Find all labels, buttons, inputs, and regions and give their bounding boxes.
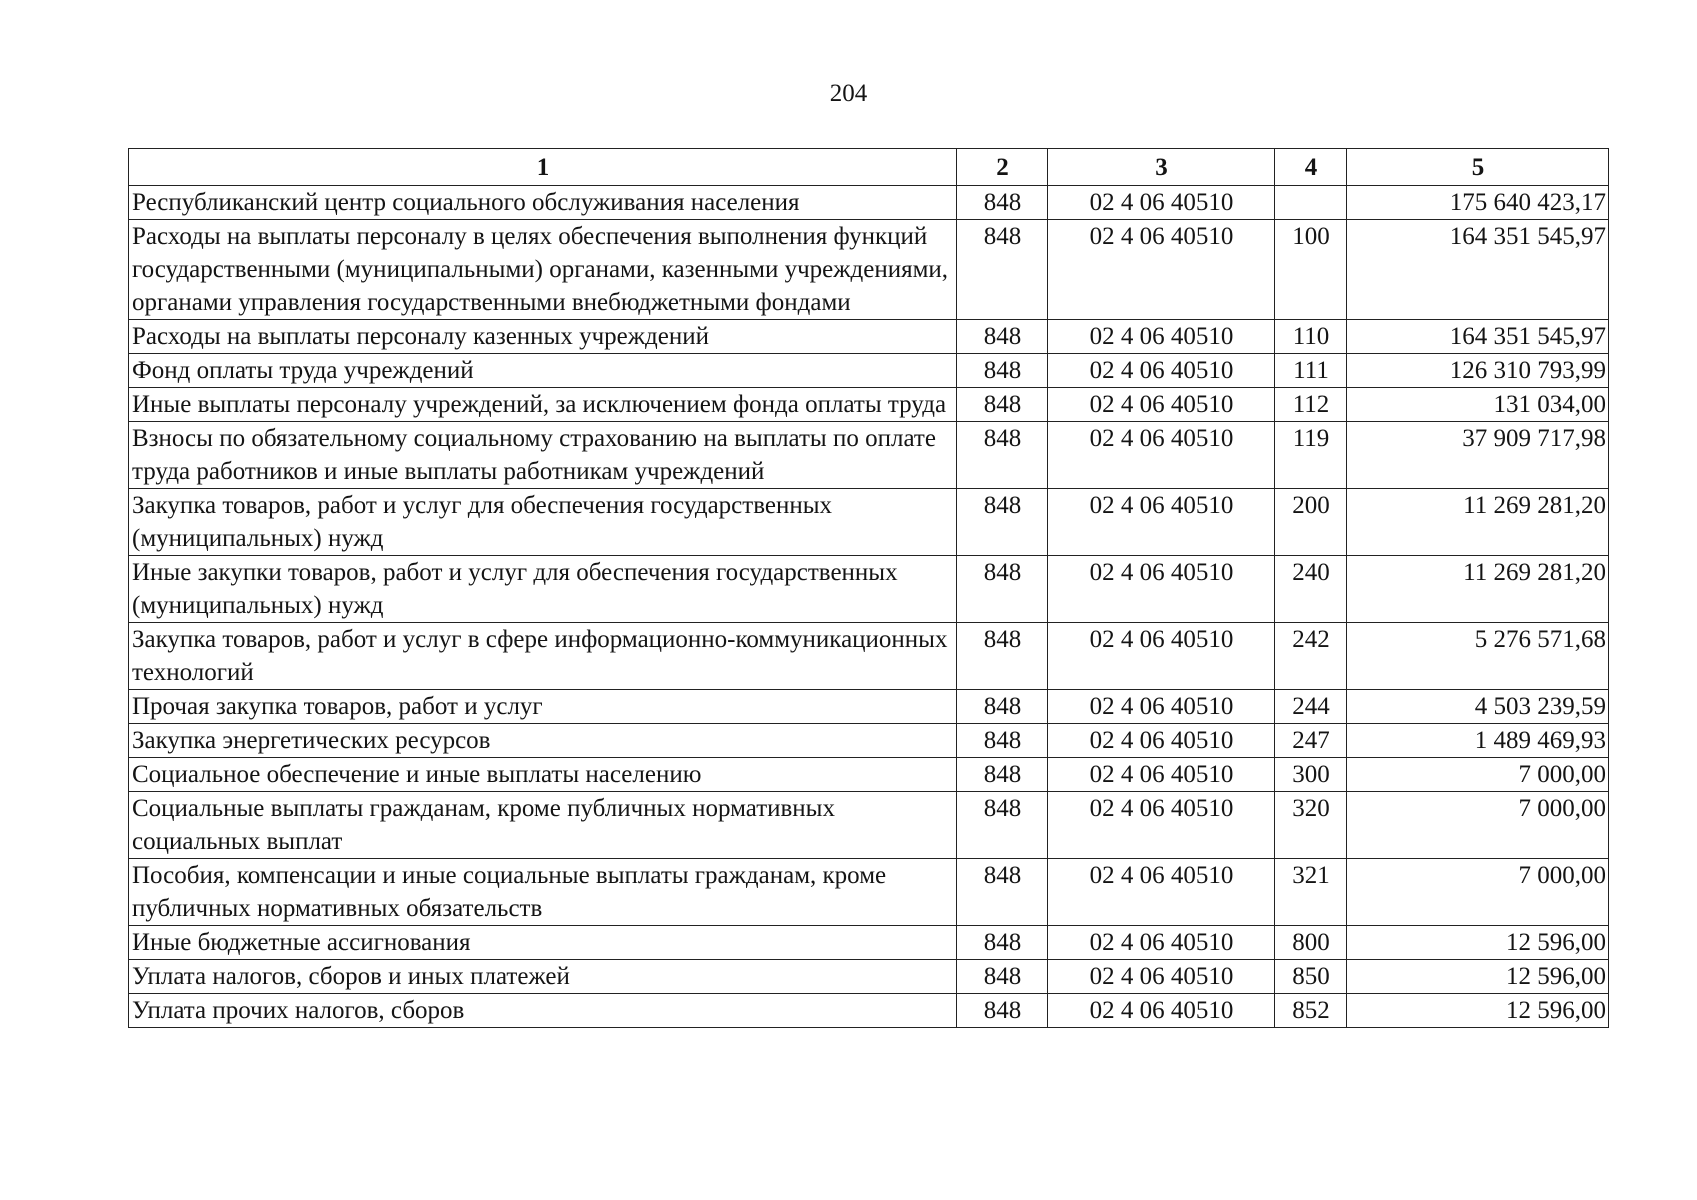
row-ministry-cell: 848	[957, 994, 1048, 1028]
row-ministry-cell: 848	[957, 623, 1048, 690]
row-ministry-cell: 848	[957, 489, 1048, 556]
table-row	[129, 792, 1609, 859]
row-amount-cell: 164 351 545,97	[1347, 320, 1609, 354]
table-row	[129, 388, 1609, 422]
row-expense-type-cell: 110	[1275, 320, 1347, 354]
row-amount-cell: 7 000,00	[1347, 859, 1609, 926]
table-row	[129, 926, 1609, 960]
row-article-cell: 02 4 06 40510	[1048, 623, 1275, 690]
budget-table	[128, 148, 1609, 1028]
row-ministry-cell: 848	[957, 926, 1048, 960]
row-ministry-cell: 848	[957, 556, 1048, 623]
header-col-4: 4	[1275, 149, 1347, 186]
row-article-cell: 02 4 06 40510	[1048, 758, 1275, 792]
row-ministry-cell: 848	[957, 724, 1048, 758]
row-article-cell: 02 4 06 40510	[1048, 220, 1275, 320]
row-ministry-cell: 848	[957, 758, 1048, 792]
row-ministry-cell: 848	[957, 354, 1048, 388]
row-name-cell: Уплата налогов, сборов и иных платежей	[129, 960, 957, 994]
page-number: 204	[829, 80, 868, 107]
row-name-cell: Иные выплаты персоналу учреждений, за исключением фонда оплаты труда	[129, 388, 957, 422]
row-article-cell: 02 4 06 40510	[1048, 690, 1275, 724]
table-row	[129, 690, 1609, 724]
table-row	[129, 220, 1609, 320]
row-expense-type-cell: 100	[1275, 220, 1347, 320]
table-row	[129, 556, 1609, 623]
row-article-cell: 02 4 06 40510	[1048, 556, 1275, 623]
row-article-cell: 02 4 06 40510	[1048, 960, 1275, 994]
table-row	[129, 489, 1609, 556]
row-amount-cell: 11 269 281,20	[1347, 489, 1609, 556]
row-name-cell: Иные бюджетные ассигнования	[129, 926, 957, 960]
row-amount-cell: 131 034,00	[1347, 388, 1609, 422]
row-name-cell: Взносы по обязательному социальному страхованию на выплаты по оплате труда работников и иные выплаты работникам учреждений	[129, 422, 957, 489]
row-article-cell: 02 4 06 40510	[1048, 489, 1275, 556]
table-body	[129, 186, 1609, 1028]
row-amount-cell: 12 596,00	[1347, 994, 1609, 1028]
row-expense-type-cell: 320	[1275, 792, 1347, 859]
row-amount-cell: 11 269 281,20	[1347, 556, 1609, 623]
table-row	[129, 422, 1609, 489]
row-expense-type-cell: 119	[1275, 422, 1347, 489]
table-row	[129, 354, 1609, 388]
row-amount-cell: 12 596,00	[1347, 926, 1609, 960]
row-amount-cell: 164 351 545,97	[1347, 220, 1609, 320]
row-amount-cell: 12 596,00	[1347, 960, 1609, 994]
table-row	[129, 724, 1609, 758]
row-name-cell: Социальные выплаты гражданам, кроме публичных нормативных социальных выплат	[129, 792, 957, 859]
row-article-cell: 02 4 06 40510	[1048, 994, 1275, 1028]
row-expense-type-cell: 111	[1275, 354, 1347, 388]
row-expense-type-cell: 852	[1275, 994, 1347, 1028]
row-expense-type-cell: 800	[1275, 926, 1347, 960]
row-expense-type-cell: 300	[1275, 758, 1347, 792]
table-row	[129, 994, 1609, 1028]
row-article-cell: 02 4 06 40510	[1048, 724, 1275, 758]
row-article-cell: 02 4 06 40510	[1048, 926, 1275, 960]
row-article-cell: 02 4 06 40510	[1048, 354, 1275, 388]
row-ministry-cell: 848	[957, 186, 1048, 220]
table-header	[129, 149, 1609, 186]
row-expense-type-cell: 321	[1275, 859, 1347, 926]
row-article-cell: 02 4 06 40510	[1048, 320, 1275, 354]
row-name-cell: Закупка товаров, работ и услуг для обеспечения государственных (муниципальных) нужд	[129, 489, 957, 556]
row-amount-cell: 1 489 469,93	[1347, 724, 1609, 758]
row-ministry-cell: 848	[957, 859, 1048, 926]
row-name-cell: Социальное обеспечение и иные выплаты населению	[129, 758, 957, 792]
row-expense-type-cell: 247	[1275, 724, 1347, 758]
row-ministry-cell: 848	[957, 388, 1048, 422]
header-col-5: 5	[1347, 149, 1609, 186]
row-name-cell: Расходы на выплаты персоналу в целях обеспечения выполнения функций государственными (муниципальными) органами, казенными учреждениями, органами управления государственными внебюджетными фондами	[129, 220, 957, 320]
row-amount-cell: 126 310 793,99	[1347, 354, 1609, 388]
row-amount-cell: 7 000,00	[1347, 758, 1609, 792]
row-expense-type-cell: 200	[1275, 489, 1347, 556]
row-amount-cell: 7 000,00	[1347, 792, 1609, 859]
table-row	[129, 320, 1609, 354]
row-article-cell: 02 4 06 40510	[1048, 422, 1275, 489]
row-amount-cell: 5 276 571,68	[1347, 623, 1609, 690]
row-name-cell: Закупка товаров, работ и услуг в сфере информационно-коммуникационных технологий	[129, 623, 957, 690]
table-row	[129, 186, 1609, 220]
table-row	[129, 960, 1609, 994]
row-name-cell: Республиканский центр социального обслуживания населения	[129, 186, 957, 220]
row-name-cell: Иные закупки товаров, работ и услуг для обеспечения государственных (муниципальных) нужд	[129, 556, 957, 623]
row-ministry-cell: 848	[957, 422, 1048, 489]
row-ministry-cell: 848	[957, 220, 1048, 320]
row-expense-type-cell: 242	[1275, 623, 1347, 690]
row-amount-cell: 37 909 717,98	[1347, 422, 1609, 489]
row-expense-type-cell: 240	[1275, 556, 1347, 623]
table-row	[129, 623, 1609, 690]
row-name-cell: Закупка энергетических ресурсов	[129, 724, 957, 758]
row-name-cell: Расходы на выплаты персоналу казенных учреждений	[129, 320, 957, 354]
row-article-cell: 02 4 06 40510	[1048, 388, 1275, 422]
row-ministry-cell: 848	[957, 960, 1048, 994]
row-expense-type-cell: 244	[1275, 690, 1347, 724]
row-ministry-cell: 848	[957, 690, 1048, 724]
row-article-cell: 02 4 06 40510	[1048, 859, 1275, 926]
row-name-cell: Пособия, компенсации и иные социальные выплаты гражданам, кроме публичных нормативных обязательств	[129, 859, 957, 926]
table-row	[129, 758, 1609, 792]
row-expense-type-cell	[1275, 186, 1347, 220]
header-col-2: 2	[957, 149, 1048, 186]
table-row	[129, 859, 1609, 926]
header-col-3: 3	[1048, 149, 1275, 186]
row-amount-cell: 175 640 423,17	[1347, 186, 1609, 220]
row-expense-type-cell: 112	[1275, 388, 1347, 422]
row-ministry-cell: 848	[957, 320, 1048, 354]
row-article-cell: 02 4 06 40510	[1048, 186, 1275, 220]
row-amount-cell: 4 503 239,59	[1347, 690, 1609, 724]
row-article-cell: 02 4 06 40510	[1048, 792, 1275, 859]
row-name-cell: Фонд оплаты труда учреждений	[129, 354, 957, 388]
header-row	[129, 149, 1609, 186]
row-expense-type-cell: 850	[1275, 960, 1347, 994]
header-col-1: 1	[129, 149, 957, 186]
row-name-cell: Уплата прочих налогов, сборов	[129, 994, 957, 1028]
row-ministry-cell: 848	[957, 792, 1048, 859]
row-name-cell: Прочая закупка товаров, работ и услуг	[129, 690, 957, 724]
